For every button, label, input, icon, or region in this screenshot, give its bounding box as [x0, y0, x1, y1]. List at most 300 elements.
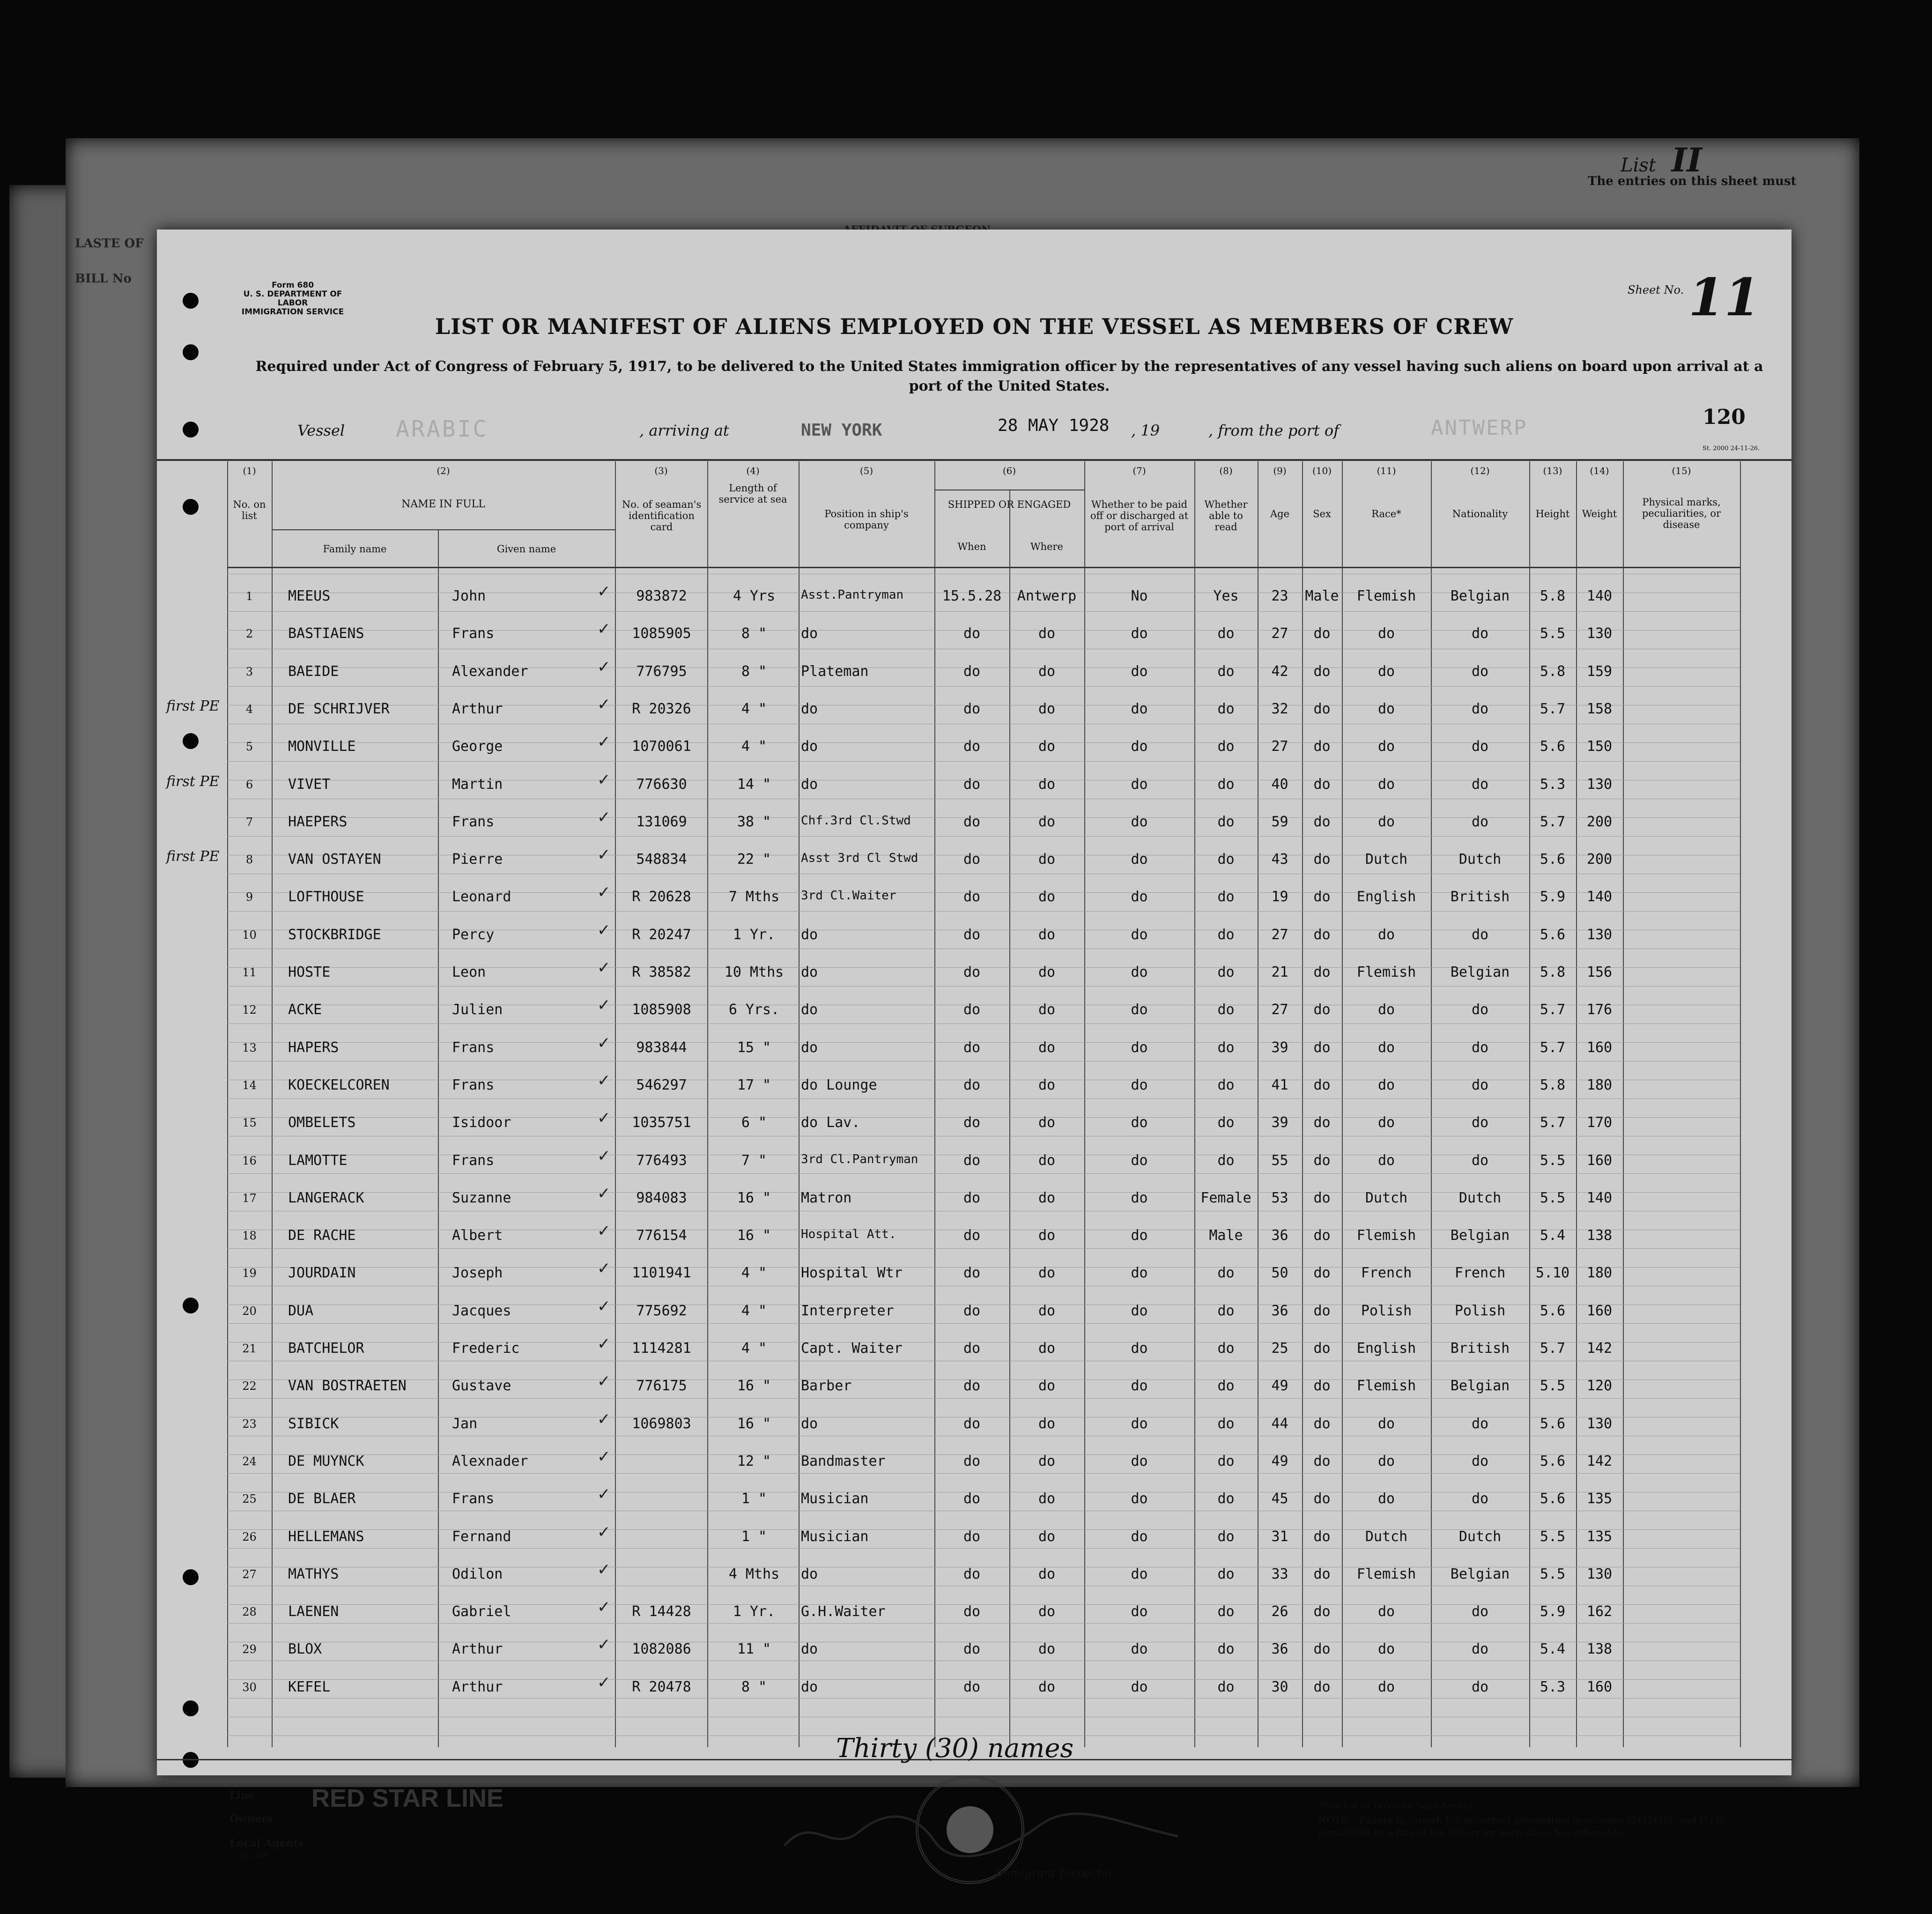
cell-sex: do [1313, 700, 1331, 717]
sheet-label: Sheet No. [1628, 283, 1684, 297]
cell-paid-off: do [1131, 1002, 1148, 1018]
crew-rows [157, 461, 1791, 1747]
cell-given-name: Isidoor [452, 1114, 511, 1131]
cell-race: Flemish [1356, 1227, 1416, 1244]
cell-where: do [1038, 625, 1056, 642]
from-label: , from the port of [1208, 422, 1340, 439]
cell-nationality: British [1450, 889, 1510, 905]
cell-when: do [963, 1565, 981, 1582]
table-row [157, 1635, 1791, 1678]
cell-given-name: John [452, 588, 486, 604]
cell-paid-off: do [1131, 625, 1148, 642]
cell-when: do [963, 1302, 981, 1319]
cell-age: 23 [1271, 588, 1288, 604]
cell-id-card: 983872 [636, 588, 687, 604]
cell-length-service: 22 " [737, 851, 771, 868]
cell-given-name: Suzanne [452, 1189, 511, 1206]
cell-when: do [963, 889, 981, 905]
col-num-9: (9) [1273, 465, 1287, 476]
check-mark-icon: ✓ [597, 1485, 611, 1504]
cell-row-number: 27 [242, 1567, 257, 1581]
cell-row-number: 17 [242, 1191, 257, 1205]
cell-row-number: 4 [245, 702, 253, 716]
crew-table [157, 461, 1791, 1747]
cell-nationality: do [1471, 1039, 1489, 1056]
cell-weight: 138 [1586, 1641, 1613, 1658]
cell-where: do [1038, 964, 1056, 980]
header-race: Race* [1371, 508, 1401, 519]
cell-able-to-read: Female [1200, 1189, 1251, 1206]
cell-length-service: 17 " [737, 1076, 771, 1093]
cell-weight: 142 [1586, 1340, 1613, 1357]
cell-id-card: R 14428 [632, 1603, 691, 1620]
cell-length-service: 16 " [737, 1227, 771, 1244]
cell-paid-off: do [1131, 851, 1148, 868]
cell-where: do [1038, 1641, 1056, 1658]
cell-paid-off: do [1131, 813, 1148, 830]
cell-nationality: Belgian [1450, 1378, 1510, 1395]
cell-nationality: Dutch [1458, 851, 1502, 868]
cell-given-name: Julien [452, 1002, 503, 1018]
cell-family-name: DE MUYNCK [288, 1453, 364, 1469]
table-row [157, 1109, 1791, 1152]
col-num-13: (13) [1543, 465, 1562, 476]
cell-given-name: Frans [452, 625, 495, 642]
cell-age: 41 [1271, 1076, 1288, 1093]
cell-given-name: Frans [452, 813, 495, 830]
cell-position: Matron [801, 1189, 852, 1206]
check-mark-icon: ✓ [597, 1522, 611, 1542]
cell-race: English [1356, 889, 1416, 905]
cell-family-name: OMBELETS [288, 1114, 356, 1131]
table-row [157, 733, 1791, 776]
inspector-label: Immigrant Inspector. [995, 1867, 1116, 1880]
table-row [157, 1372, 1791, 1415]
cell-nationality: do [1471, 1453, 1489, 1469]
header-length-service: Length of service at sea [718, 482, 787, 505]
cell-family-name: VAN OSTAYEN [288, 851, 381, 868]
cell-height: 5.3 [1540, 776, 1566, 793]
cell-when: do [963, 851, 981, 868]
cell-age: 31 [1271, 1528, 1288, 1545]
cell-given-name: Frans [452, 1076, 495, 1093]
cell-row-number: 20 [242, 1304, 257, 1318]
year-label: , 19 [1131, 422, 1160, 439]
cell-sex: Male [1305, 588, 1339, 604]
cell-weight: 160 [1586, 1302, 1613, 1319]
col-num-6: (6) [1002, 465, 1016, 476]
table-row [157, 1297, 1791, 1340]
cell-row-number: 25 [242, 1492, 257, 1506]
cell-race: do [1377, 1114, 1395, 1131]
cell-race: do [1377, 625, 1395, 642]
cell-sex: do [1313, 1114, 1331, 1131]
cell-family-name: BAEIDE [288, 663, 339, 680]
cell-where: do [1038, 663, 1056, 680]
cell-row-number: 18 [242, 1229, 257, 1243]
cell-position: do [801, 926, 818, 943]
cell-given-name: Gabriel [452, 1603, 511, 1620]
cell-row-number: 1 [245, 590, 253, 603]
cell-able-to-read: do [1217, 1039, 1235, 1056]
cell-position: Bandmaster [801, 1453, 886, 1469]
inspector-signature [775, 1803, 1197, 1860]
agents-label: Local Agents [229, 1837, 304, 1849]
cell-age: 40 [1271, 776, 1288, 793]
cell-when: do [963, 1152, 981, 1169]
cell-height: 5.10 [1535, 1265, 1570, 1282]
cell-length-service: 4 Mths [728, 1565, 780, 1582]
cell-row-number: 14 [242, 1078, 257, 1092]
cell-given-name: Arthur [452, 1641, 503, 1658]
cell-age: 27 [1271, 926, 1288, 943]
total-names-note: Thirty (30) names [836, 1733, 1074, 1764]
cell-position: G.H.Waiter [801, 1603, 886, 1620]
cell-weight: 160 [1586, 1678, 1613, 1695]
cell-age: 39 [1271, 1039, 1288, 1056]
cell-given-name: Frans [452, 1039, 495, 1056]
header-sex: Sex [1313, 508, 1331, 519]
cell-where: do [1038, 851, 1056, 868]
cell-row-number: 28 [242, 1605, 257, 1619]
cell-sex: do [1313, 1076, 1331, 1093]
cell-paid-off: do [1131, 1491, 1148, 1507]
cell-length-service: 14 " [737, 776, 771, 793]
cell-race: do [1377, 926, 1395, 943]
cell-id-card: 983844 [636, 1039, 687, 1056]
cell-race: English [1356, 1340, 1416, 1357]
cell-race: Dutch [1365, 1528, 1408, 1545]
cell-height: 5.5 [1540, 1152, 1566, 1169]
cell-nationality: Dutch [1458, 1189, 1502, 1206]
col-num-12: (12) [1470, 465, 1490, 476]
table-row [157, 620, 1791, 663]
cell-id-card: 546297 [636, 1076, 687, 1093]
owners-label: Owners [229, 1813, 273, 1825]
cell-able-to-read: do [1217, 813, 1235, 830]
cell-weight: 200 [1586, 851, 1613, 868]
header-when: When [957, 541, 986, 552]
cell-position: 3rd Cl.Waiter [801, 889, 896, 903]
cell-length-service: 8 " [741, 1678, 767, 1695]
cell-race: do [1377, 1491, 1395, 1507]
table-row [157, 1071, 1791, 1114]
cell-able-to-read: do [1217, 1641, 1235, 1658]
check-mark-icon: ✓ [597, 958, 611, 977]
cell-length-service: 6 " [741, 1114, 767, 1131]
cell-row-number: 30 [242, 1680, 257, 1694]
cell-position: Asst.Pantryman [801, 588, 904, 602]
cell-nationality: do [1471, 926, 1489, 943]
check-mark-icon: ✓ [597, 770, 611, 789]
header-where: Where [1030, 541, 1063, 552]
cell-able-to-read: do [1217, 1340, 1235, 1357]
header-nationality: Nationality [1452, 508, 1508, 519]
cell-length-service: 1 Yr. [733, 1603, 776, 1620]
cell-family-name: LANGERACK [288, 1189, 364, 1206]
check-mark-icon: ✓ [597, 582, 611, 601]
cell-length-service: 16 " [737, 1189, 771, 1206]
cell-nationality: Belgian [1450, 1227, 1510, 1244]
punch-hole [183, 1569, 199, 1585]
cell-where: Antwerp [1017, 588, 1077, 604]
cell-able-to-read: Male [1209, 1227, 1243, 1244]
cell-able-to-read: do [1217, 1265, 1235, 1282]
cell-family-name: STOCKBRIDGE [288, 926, 381, 943]
cell-able-to-read: do [1217, 1603, 1235, 1620]
cell-race: do [1377, 1002, 1395, 1018]
cell-position: do Lounge [801, 1076, 877, 1093]
table-row [157, 1447, 1791, 1491]
cell-given-name: Alexnader [452, 1453, 528, 1469]
from-port: ANTWERP [1431, 416, 1528, 440]
cell-weight: 120 [1586, 1378, 1613, 1395]
cell-given-name: George [452, 738, 503, 755]
cell-when: do [963, 1678, 981, 1695]
cell-id-card: R 20628 [632, 889, 691, 905]
cell-row-number: 13 [242, 1041, 257, 1054]
cell-position: 3rd Cl.Pantryman [801, 1152, 918, 1166]
vessel-name: ARABIC [396, 416, 489, 442]
cell-row-number: 10 [242, 928, 257, 942]
cell-given-name: Leon [452, 964, 486, 980]
cell-height: 5.5 [1540, 1565, 1566, 1582]
cell-able-to-read: do [1217, 1114, 1235, 1131]
table-row [157, 808, 1791, 851]
vessel-label: Vessel [297, 422, 345, 439]
cell-given-name: Jan [452, 1415, 478, 1432]
cell-length-service: 4 " [741, 1265, 767, 1282]
cell-sex: do [1313, 1641, 1331, 1658]
cell-row-number: 7 [245, 815, 253, 829]
cell-sex: do [1313, 1565, 1331, 1582]
cell-when: do [963, 1002, 981, 1018]
check-mark-icon: ✓ [597, 808, 611, 827]
check-mark-icon: ✓ [597, 1033, 611, 1053]
check-mark-icon: ✓ [597, 1598, 611, 1617]
cell-family-name: LOFTHOUSE [288, 889, 364, 905]
races-note: *See list of races on back hereof. [1318, 1800, 1476, 1811]
cell-race: do [1377, 1603, 1395, 1620]
cell-age: 50 [1271, 1265, 1288, 1282]
cell-sex: do [1313, 1152, 1331, 1169]
cell-length-service: 6 Yrs. [728, 1002, 780, 1018]
cell-when: do [963, 1415, 981, 1432]
cell-position: do [801, 1565, 818, 1582]
table-row [157, 695, 1791, 738]
cell-given-name: Martin [452, 776, 503, 793]
cell-weight: 130 [1586, 625, 1613, 642]
cell-sex: do [1313, 964, 1331, 980]
col-num-15: (15) [1672, 465, 1691, 476]
cell-when: do [963, 926, 981, 943]
arriving-label: , arriving at [639, 422, 729, 439]
header-paid-off: Whether to be paid off or discharged at port of arrival [1090, 499, 1189, 533]
cell-when: do [963, 700, 981, 717]
cell-row-number: 29 [242, 1643, 257, 1656]
header-id-card: No. of seaman's identification card [622, 499, 702, 533]
cell-able-to-read: do [1217, 625, 1235, 642]
back-sheet-list-label: List II [1621, 141, 1703, 179]
cell-when: do [963, 1453, 981, 1469]
check-mark-icon: ✓ [597, 1184, 611, 1203]
cell-sex: do [1313, 1603, 1331, 1620]
cell-length-service: 4 " [741, 1340, 767, 1357]
cell-row-number: 16 [242, 1154, 257, 1167]
cell-position: do [801, 1678, 818, 1695]
cell-height: 5.6 [1540, 1302, 1566, 1319]
cell-family-name: VAN BOSTRAETEN [288, 1378, 407, 1395]
cell-length-service: 4 " [741, 700, 767, 717]
cell-sex: do [1313, 1678, 1331, 1695]
cell-where: do [1038, 1565, 1056, 1582]
cell-row-number: 11 [242, 966, 257, 979]
table-row [157, 1335, 1791, 1378]
cell-position: Asst 3rd Cl Stwd [801, 851, 918, 866]
cell-position: Interpreter [801, 1302, 894, 1319]
cell-race: Flemish [1356, 1565, 1416, 1582]
cell-weight: 200 [1586, 813, 1613, 830]
cell-when: 15.5.28 [942, 588, 1002, 604]
cell-weight: 156 [1586, 964, 1613, 980]
table-row [157, 1485, 1791, 1528]
check-mark-icon: ✓ [597, 920, 611, 940]
arrival-date: 28 MAY 1928 [998, 416, 1110, 435]
cell-where: do [1038, 889, 1056, 905]
back-sheet-list-number: II [1671, 141, 1703, 179]
cell-family-name: BASTIAENS [288, 625, 364, 642]
cell-id-card: 1085908 [632, 1002, 691, 1018]
cell-weight: 158 [1586, 700, 1613, 717]
table-row [157, 657, 1791, 701]
cell-row-number: 3 [245, 665, 253, 678]
cell-age: 53 [1271, 1189, 1288, 1206]
cell-age: 42 [1271, 663, 1288, 680]
cell-length-service: 15 " [737, 1039, 771, 1056]
cell-height: 5.5 [1540, 1378, 1566, 1395]
cell-when: do [963, 1039, 981, 1056]
cell-paid-off: do [1131, 1152, 1148, 1169]
cell-given-name: Frans [452, 1491, 495, 1507]
cell-weight: 135 [1586, 1528, 1613, 1545]
cell-age: 36 [1271, 1302, 1288, 1319]
cell-sex: do [1313, 813, 1331, 830]
cell-race: Dutch [1365, 1189, 1408, 1206]
cell-paid-off: No [1131, 588, 1148, 604]
cell-sex: do [1313, 1415, 1331, 1432]
cell-weight: 130 [1586, 926, 1613, 943]
cell-able-to-read: do [1217, 926, 1235, 943]
cell-nationality: Belgian [1450, 1565, 1510, 1582]
cell-family-name: BLOX [288, 1641, 322, 1658]
check-mark-icon: ✓ [597, 1222, 611, 1241]
cell-weight: 176 [1586, 1002, 1613, 1018]
cell-able-to-read: do [1217, 851, 1235, 868]
cell-when: do [963, 1491, 981, 1507]
punch-hole [183, 1700, 199, 1716]
cell-race: Dutch [1365, 851, 1408, 868]
cell-sex: do [1313, 1378, 1331, 1395]
cell-sex: do [1313, 1039, 1331, 1056]
cell-paid-off: do [1131, 776, 1148, 793]
cell-height: 5.6 [1540, 1491, 1566, 1507]
cell-when: do [963, 1189, 981, 1206]
cell-age: 19 [1271, 889, 1288, 905]
cell-when: do [963, 964, 981, 980]
check-mark-icon: ✓ [597, 1259, 611, 1278]
cell-weight: 140 [1586, 588, 1613, 604]
cell-weight: 159 [1586, 663, 1613, 680]
cell-age: 43 [1271, 851, 1288, 868]
cell-when: do [963, 1340, 981, 1357]
cell-able-to-read: do [1217, 1378, 1235, 1395]
table-row [157, 1259, 1791, 1302]
cell-sex: do [1313, 851, 1331, 868]
check-mark-icon: ✓ [597, 1146, 611, 1165]
cell-weight: 140 [1586, 1189, 1613, 1206]
cell-age: 44 [1271, 1415, 1288, 1432]
cell-age: 27 [1271, 738, 1288, 755]
back-sheet-note: The entries on this sheet must [1588, 174, 1797, 188]
cell-height: 5.8 [1540, 588, 1566, 604]
cell-race: do [1377, 1678, 1395, 1695]
cell-height: 5.9 [1540, 1603, 1566, 1620]
table-row [157, 1410, 1791, 1453]
cell-family-name: ACKE [288, 1002, 322, 1018]
cell-nationality: do [1471, 1002, 1489, 1018]
cell-id-card: 548834 [636, 851, 687, 868]
cell-when: do [963, 738, 981, 755]
cell-age: 45 [1271, 1491, 1288, 1507]
cell-paid-off: do [1131, 700, 1148, 717]
cell-position: do [801, 964, 818, 980]
cell-height: 5.9 [1540, 889, 1566, 905]
cell-position: Capt. Waiter [801, 1340, 903, 1357]
cell-id-card: R 38582 [632, 964, 691, 980]
cell-height: 5.8 [1540, 1076, 1566, 1093]
cell-sex: do [1313, 738, 1331, 755]
cell-nationality: French [1454, 1265, 1506, 1282]
cell-where: do [1038, 1603, 1056, 1620]
cell-race: do [1377, 776, 1395, 793]
cell-family-name: JOURDAIN [288, 1265, 356, 1282]
cell-paid-off: do [1131, 889, 1148, 905]
cell-length-service: 12 " [737, 1453, 771, 1469]
sheet-number: 11 [1688, 267, 1761, 327]
table-row [157, 582, 1791, 625]
header-family-name: Family name [323, 543, 387, 555]
cell-able-to-read: do [1217, 738, 1235, 755]
col-num-1: (1) [243, 465, 256, 476]
cell-id-card: 776493 [636, 1152, 687, 1169]
cell-where: do [1038, 1491, 1056, 1507]
cell-id-card: R 20326 [632, 700, 691, 717]
cell-where: do [1038, 776, 1056, 793]
check-mark-icon: ✓ [597, 846, 611, 865]
cell-height: 5.5 [1540, 1528, 1566, 1545]
cell-able-to-read: do [1217, 663, 1235, 680]
cell-nationality: do [1471, 700, 1489, 717]
cell-when: do [963, 1114, 981, 1131]
cell-height: 5.6 [1540, 851, 1566, 868]
cell-where: do [1038, 1114, 1056, 1131]
penalty-note: NOTE. - Failure to furnish full or correct information in columns (2),(5),(6), and (7) is punishable by a fine of ten dollars for each alien. See other side. [1318, 1814, 1724, 1838]
cell-length-service: 1 " [741, 1528, 767, 1545]
cell-race: Polish [1361, 1302, 1412, 1319]
cell-age: 55 [1271, 1152, 1288, 1169]
cell-able-to-read: do [1217, 1152, 1235, 1169]
cell-nationality: do [1471, 1603, 1489, 1620]
